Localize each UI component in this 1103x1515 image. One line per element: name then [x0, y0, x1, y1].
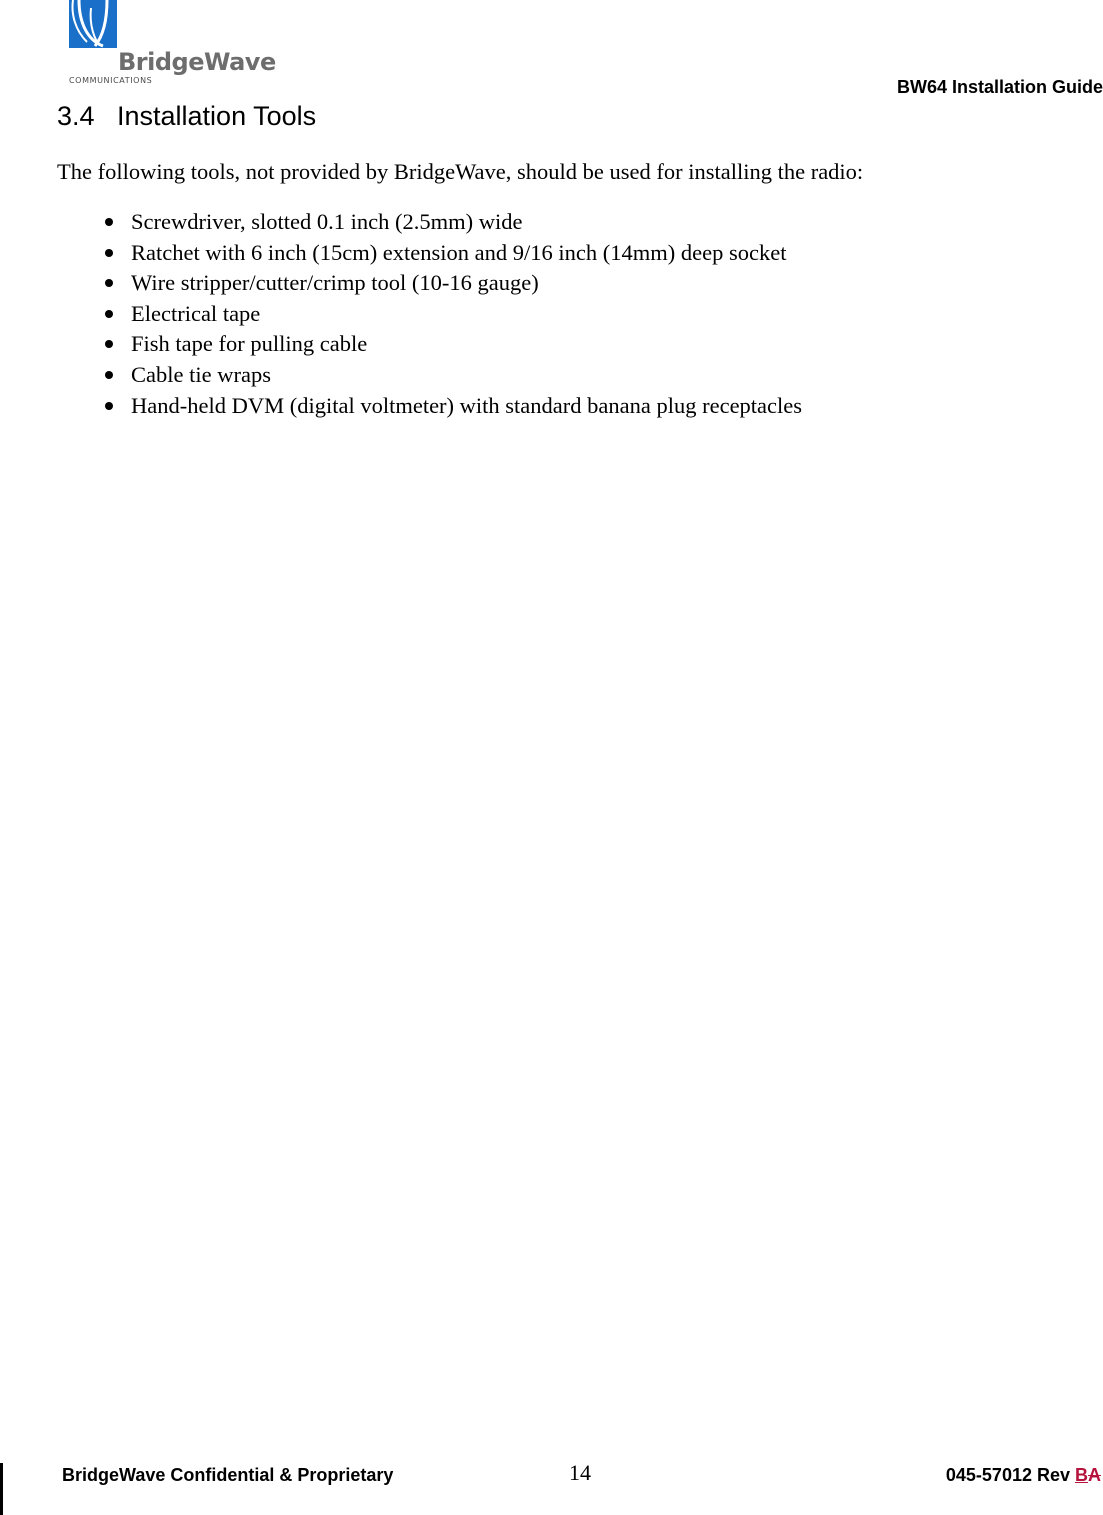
document-number-text: 045-57012 Rev: [945, 1465, 1075, 1485]
page-number: 14: [569, 1460, 591, 1485]
section-heading: [57, 100, 316, 132]
logo-subtitle: COMMUNICATIONS: [69, 76, 153, 85]
logo-wordmark: BridgeWave: [118, 48, 276, 76]
section-title: Installation Tools: [117, 101, 317, 131]
bullet-icon: [105, 310, 113, 318]
bullet-icon: [105, 249, 113, 257]
list-item-text: Electrical tape: [131, 300, 261, 326]
document-number: [946, 1464, 1101, 1486]
list-item-text: Hand-held DVM (digital voltmeter) with standard banana plug receptacles: [131, 392, 803, 418]
bullet-icon: [105, 218, 113, 226]
revision-deleted: A: [1088, 1465, 1101, 1485]
list-item-text: Fish tape for pulling cable: [131, 331, 368, 357]
bullet-icon: [105, 279, 113, 287]
list-item-text: Wire stripper/cutter/crimp tool (10-16 gauge): [131, 270, 539, 296]
bullet-icon: [105, 371, 113, 379]
bullet-icon: [105, 402, 113, 410]
document-title: BW64 Installation Guide: [896, 77, 1103, 97]
revision-inserted: B: [1075, 1465, 1088, 1485]
revision-change-bar: [0, 1463, 3, 1515]
bridgewave-logo: [68, 0, 276, 90]
list-item-text: Cable tie wraps: [131, 361, 271, 387]
logo-wave-icon: [69, 0, 117, 48]
confidentiality-notice: BridgeWave Confidential & Proprietary: [62, 1465, 394, 1485]
intro-paragraph: The following tools, not provided by BridgeWave, should be used for installing the radio:: [57, 159, 864, 184]
section-number: 3.4: [57, 101, 95, 131]
bullet-icon: [105, 340, 113, 348]
list-item-text: Screwdriver, slotted 0.1 inch (2.5mm) wide: [131, 209, 523, 234]
list-item-text: Ratchet with 6 inch (15cm) extension and 9/16 inch (14mm) deep socket: [131, 239, 787, 265]
